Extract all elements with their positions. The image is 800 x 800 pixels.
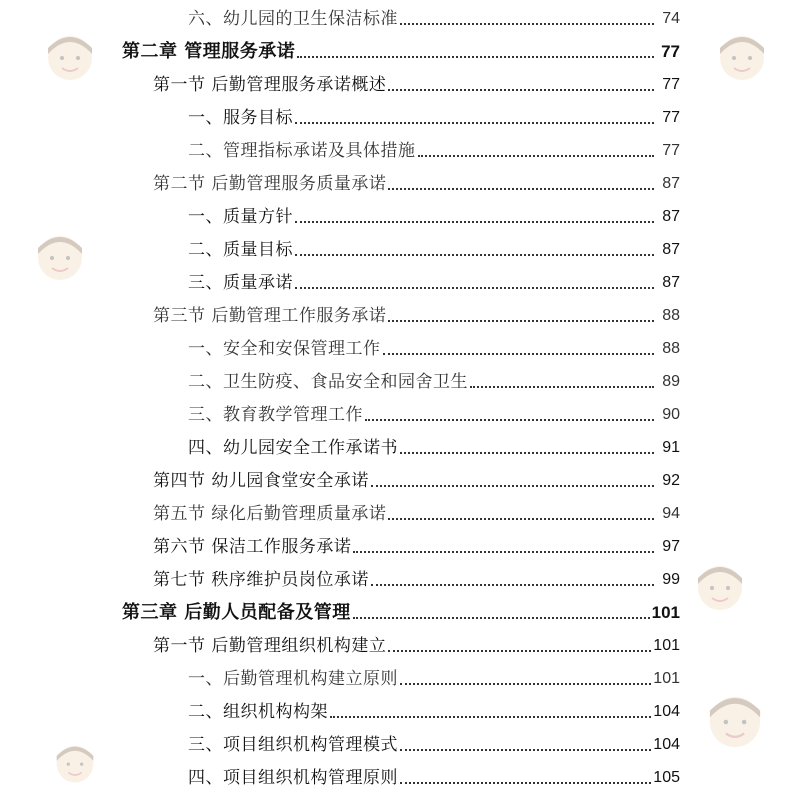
toc-dot-leader [388,188,654,190]
toc-entry-page: 89 [662,373,680,390]
toc-dot-leader [388,518,654,520]
toc-entry-title: 二、管理指标承诺及具体措施 [188,141,416,161]
toc-entry[interactable] [0,561,680,591]
toc-dot-leader [383,353,655,355]
toc-entry-title: 二、组织机构构架 [188,702,328,722]
toc-entry-title: 二、卫生防疫、食品安全和园舍卫生 [188,372,468,392]
toc-entry-page: 101 [653,670,680,687]
toc-dot-leader [371,485,654,487]
toc-dot-leader [371,584,654,586]
toc-entry-title: 一、后勤管理机构建立原则 [188,669,398,689]
toc-dot-leader [400,749,651,751]
toc-dot-leader [470,386,654,388]
toc-entry-title: 六、幼儿园的卫生保洁标准 [188,9,398,29]
toc-entry-title: 一、安全和安保管理工作 [188,339,381,359]
toc-dot-leader [330,716,651,718]
toc-entry[interactable] [0,396,680,426]
toc-entry[interactable] [0,66,680,96]
toc-entry-title: 四、幼儿园安全工作承诺书 [188,438,398,458]
toc-entry[interactable] [0,528,680,558]
toc-dot-leader [353,551,654,553]
toc-entry[interactable] [0,363,680,393]
toc-entry[interactable] [0,33,680,63]
toc-entry-title: 三、教育教学管理工作 [188,405,363,425]
toc-dot-leader [400,683,651,685]
toc-entry-title: 第一节 后勤管理组织机构建立 [153,636,387,656]
toc-entry-page: 74 [662,10,680,27]
toc-dot-leader [400,23,654,25]
toc-entry-title: 第四节 幼儿园食堂安全承诺 [153,471,369,491]
toc-dot-leader [295,254,654,256]
toc-entry[interactable] [0,165,680,195]
toc-dot-leader [388,320,654,322]
toc-entry-page: 104 [653,703,680,720]
toc-dot-leader [418,155,655,157]
toc-entry[interactable] [0,462,680,492]
toc-entry-title: 三、质量承诺 [188,273,293,293]
toc-dot-leader [388,650,651,652]
toc-entry-page: 87 [662,241,680,258]
toc-entry-page: 94 [662,505,680,522]
toc-entry-title: 第五节 绿化后勤管理质量承诺 [153,504,387,524]
toc-entry-title: 三、项目组织机构管理模式 [188,735,398,755]
toc-entry-page: 77 [662,142,680,159]
toc-entry-page: 77 [661,42,680,61]
toc-entry-title: 第三章 后勤人员配备及管理 [122,602,351,623]
toc-entry-title: 第一节 后勤管理服务承诺概述 [153,75,387,95]
toc-entry[interactable] [0,660,680,690]
toc-entry-page: 101 [653,637,680,654]
toc-entry-title: 四、项目组织机构管理原则 [188,768,398,788]
toc-entry[interactable] [0,99,680,129]
toc-entry-page: 104 [653,736,680,753]
toc-entry-title: 二、质量目标 [188,240,293,260]
toc-entry-page: 77 [662,109,680,126]
toc-entry[interactable] [0,297,680,327]
toc-entry-page: 77 [662,76,680,93]
toc-entry[interactable] [0,132,680,162]
toc-entry[interactable] [0,198,680,228]
toc-entry[interactable] [0,429,680,459]
toc-dot-leader [353,617,650,619]
toc-dot-leader [400,782,651,784]
toc-dot-leader [295,287,654,289]
toc-dot-leader [388,89,654,91]
toc-entry[interactable] [0,495,680,525]
toc-entry-page: 88 [662,340,680,357]
toc-entry-title: 一、服务目标 [188,108,293,128]
toc-entry[interactable] [0,627,680,657]
toc-entry-page: 87 [662,274,680,291]
toc-dot-leader [365,419,654,421]
toc-entry-page: 91 [662,439,680,456]
toc-dot-leader [295,122,654,124]
toc-entry-title: 第二节 后勤管理服务质量承诺 [153,174,387,194]
toc-dot-leader [297,56,654,58]
toc-entry-title: 第三节 后勤管理工作服务承诺 [153,306,387,326]
toc-entry[interactable] [0,726,680,756]
toc-entry-title: 第七节 秩序维护员岗位承诺 [153,570,369,590]
toc-entry-page: 92 [662,472,680,489]
toc-entry-page: 101 [651,603,680,622]
toc-entry[interactable] [0,693,680,723]
toc-entry-page: 105 [653,769,680,786]
toc-entry-page: 90 [662,406,680,423]
toc-entry-title: 第六节 保洁工作服务承诺 [153,537,352,557]
toc-entry[interactable] [0,759,680,789]
toc-entry[interactable] [0,330,680,360]
toc-entry[interactable] [0,0,680,30]
toc-entry[interactable] [0,594,680,624]
toc-entry-title: 一、质量方针 [188,207,293,227]
toc-entry[interactable] [0,231,680,261]
toc-entry-page: 87 [662,175,680,192]
toc-entry[interactable] [0,264,680,294]
toc-entry-page: 97 [662,538,680,555]
toc-dot-leader [295,221,654,223]
toc-entry-page: 88 [662,307,680,324]
toc-entry-page: 87 [662,208,680,225]
toc-entry-page: 99 [662,571,680,588]
toc-entry-title: 第二章 管理服务承诺 [122,41,296,62]
toc-dot-leader [400,452,654,454]
